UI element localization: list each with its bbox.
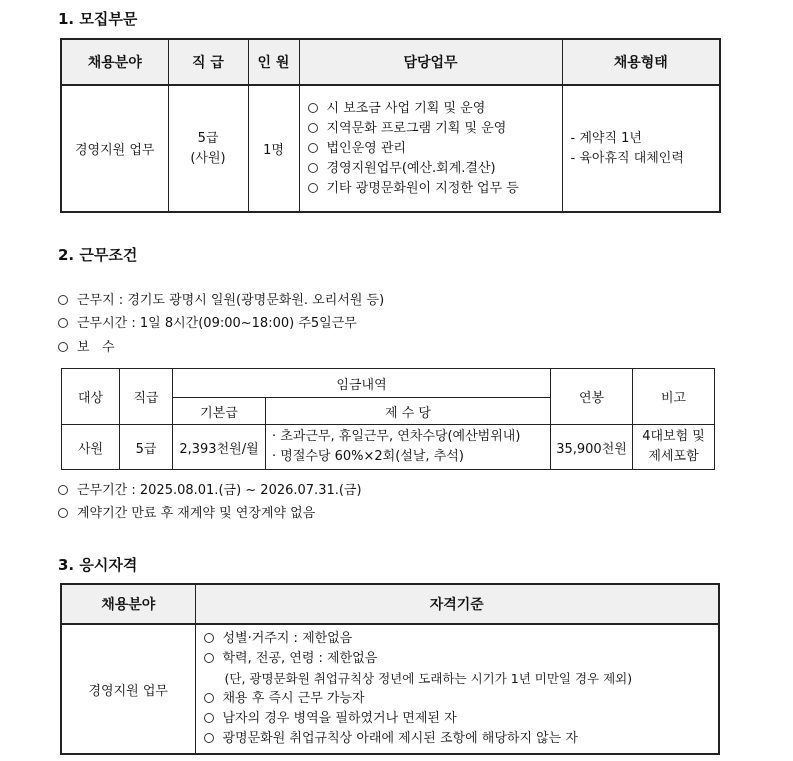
allowance-item: · 명절수당 60%×2회(설날, 추석) xyxy=(272,449,464,464)
condition-item: 계약기간 만료 후 재계약 및 연장계약 없음 xyxy=(58,504,315,524)
duty-item: 법인운영 관리 xyxy=(308,139,562,159)
pay-grade: 5급 xyxy=(120,425,173,470)
duty-item: 경영지원업무(예산.회계.결산) xyxy=(308,159,562,179)
grade-cell xyxy=(168,85,248,212)
circle-bullet-icon xyxy=(58,342,68,352)
circle-bullet-icon xyxy=(308,163,318,173)
pay-note xyxy=(633,425,715,470)
employment-cell xyxy=(562,85,720,212)
allowance-item: · 초과근무, 휴일근무, 연차수당(예산범위내) xyxy=(272,429,521,444)
criteria-item: 학력, 전공, 연령 : 제한없음 xyxy=(204,649,719,669)
qual-field-cell: 경영지원 업무 xyxy=(61,624,195,754)
circle-bullet-icon xyxy=(58,318,68,328)
pay-header-grade: 직급 xyxy=(120,369,173,425)
pay-header-note: 비고 xyxy=(633,369,715,425)
pay-table xyxy=(61,368,715,470)
pay-header-wage: 임금내역 xyxy=(173,369,551,398)
circle-bullet-icon xyxy=(204,733,214,743)
header-field: 채용분야 xyxy=(61,39,168,85)
pay-header-base: 기본급 xyxy=(173,398,266,425)
field-cell: 경영지원 업무 xyxy=(61,85,168,212)
circle-bullet-icon xyxy=(308,103,318,113)
condition-item: 근무기간 : 2025.08.01.(금) ~ 2026.07.31.(금) xyxy=(58,481,362,501)
circle-bullet-icon xyxy=(204,693,214,703)
qualification-table xyxy=(60,583,720,755)
circle-bullet-icon xyxy=(58,508,68,518)
criteria-item: 광명문화원 취업규칙상 아래에 제시된 조항에 해당하지 않는 자 xyxy=(204,729,719,749)
pay-header-target: 대상 xyxy=(62,369,120,425)
grade-line: 5급 xyxy=(197,130,219,146)
pay-target: 사원 xyxy=(62,425,120,470)
duties-cell xyxy=(299,85,562,212)
pay-allowances xyxy=(266,425,551,470)
note-line: 4대보험 및 xyxy=(642,429,705,444)
criteria-note: (단, 광명문화원 취업규칙상 정년에 도래하는 시기가 1년 미만일 경우 제외) xyxy=(224,671,633,686)
recruitment-table xyxy=(60,38,721,213)
circle-bullet-icon xyxy=(58,295,68,305)
note-line: 제세포함 xyxy=(648,449,699,464)
duty-item: 시 보조금 사업 기획 및 운영 xyxy=(308,99,562,119)
count-cell: 1명 xyxy=(248,85,299,212)
duty-item: 지역문화 프로그램 기획 및 운영 xyxy=(308,119,562,139)
qual-header-criteria: 자격기준 xyxy=(195,584,719,624)
pay-base: 2,393천원/월 xyxy=(173,425,266,470)
pay-annual: 35,900천원 xyxy=(551,425,633,470)
condition-item: 보 수 xyxy=(58,338,115,358)
pay-header-annual: 연봉 xyxy=(551,369,633,425)
grade-rank: (사원) xyxy=(190,150,226,166)
circle-bullet-icon xyxy=(204,633,214,643)
header-count: 인 원 xyxy=(248,39,299,85)
condition-item: 근무시간 : 1일 8시간(09:00~18:00) 주5일근무 xyxy=(58,314,357,334)
section-3-title: 3. 응시자격 xyxy=(58,556,138,574)
qual-criteria-cell xyxy=(195,624,719,754)
criteria-item: 성별·거주지 : 제한없음 xyxy=(204,629,719,649)
criteria-item: 채용 후 즉시 근무 가능자 xyxy=(204,689,719,709)
section-1-title: 1. 모집부문 xyxy=(58,10,138,28)
circle-bullet-icon xyxy=(308,143,318,153)
employment-item: - 육아휴직 대체인력 xyxy=(570,150,684,166)
circle-bullet-icon xyxy=(204,713,214,723)
circle-bullet-icon xyxy=(308,123,318,133)
circle-bullet-icon xyxy=(308,183,318,193)
condition-item: 근무지 : 경기도 광명시 일원(광명문화원. 오리서원 등) xyxy=(58,291,384,311)
circle-bullet-icon xyxy=(58,485,68,495)
pay-header-allowance: 제 수 당 xyxy=(266,398,551,425)
section-2-title: 2. 근무조건 xyxy=(58,246,138,264)
employment-item: - 계약직 1년 xyxy=(570,130,642,146)
header-employment: 채용형태 xyxy=(562,39,720,85)
duty-item: 기타 광명문화원이 지정한 업무 등 xyxy=(308,179,562,199)
circle-bullet-icon xyxy=(204,653,214,663)
criteria-item: 남자의 경우 병역을 필하였거나 면제된 자 xyxy=(204,709,719,729)
header-grade: 직 급 xyxy=(168,39,248,85)
header-duties: 담당업무 xyxy=(299,39,562,85)
qual-header-field: 채용분야 xyxy=(61,584,195,624)
